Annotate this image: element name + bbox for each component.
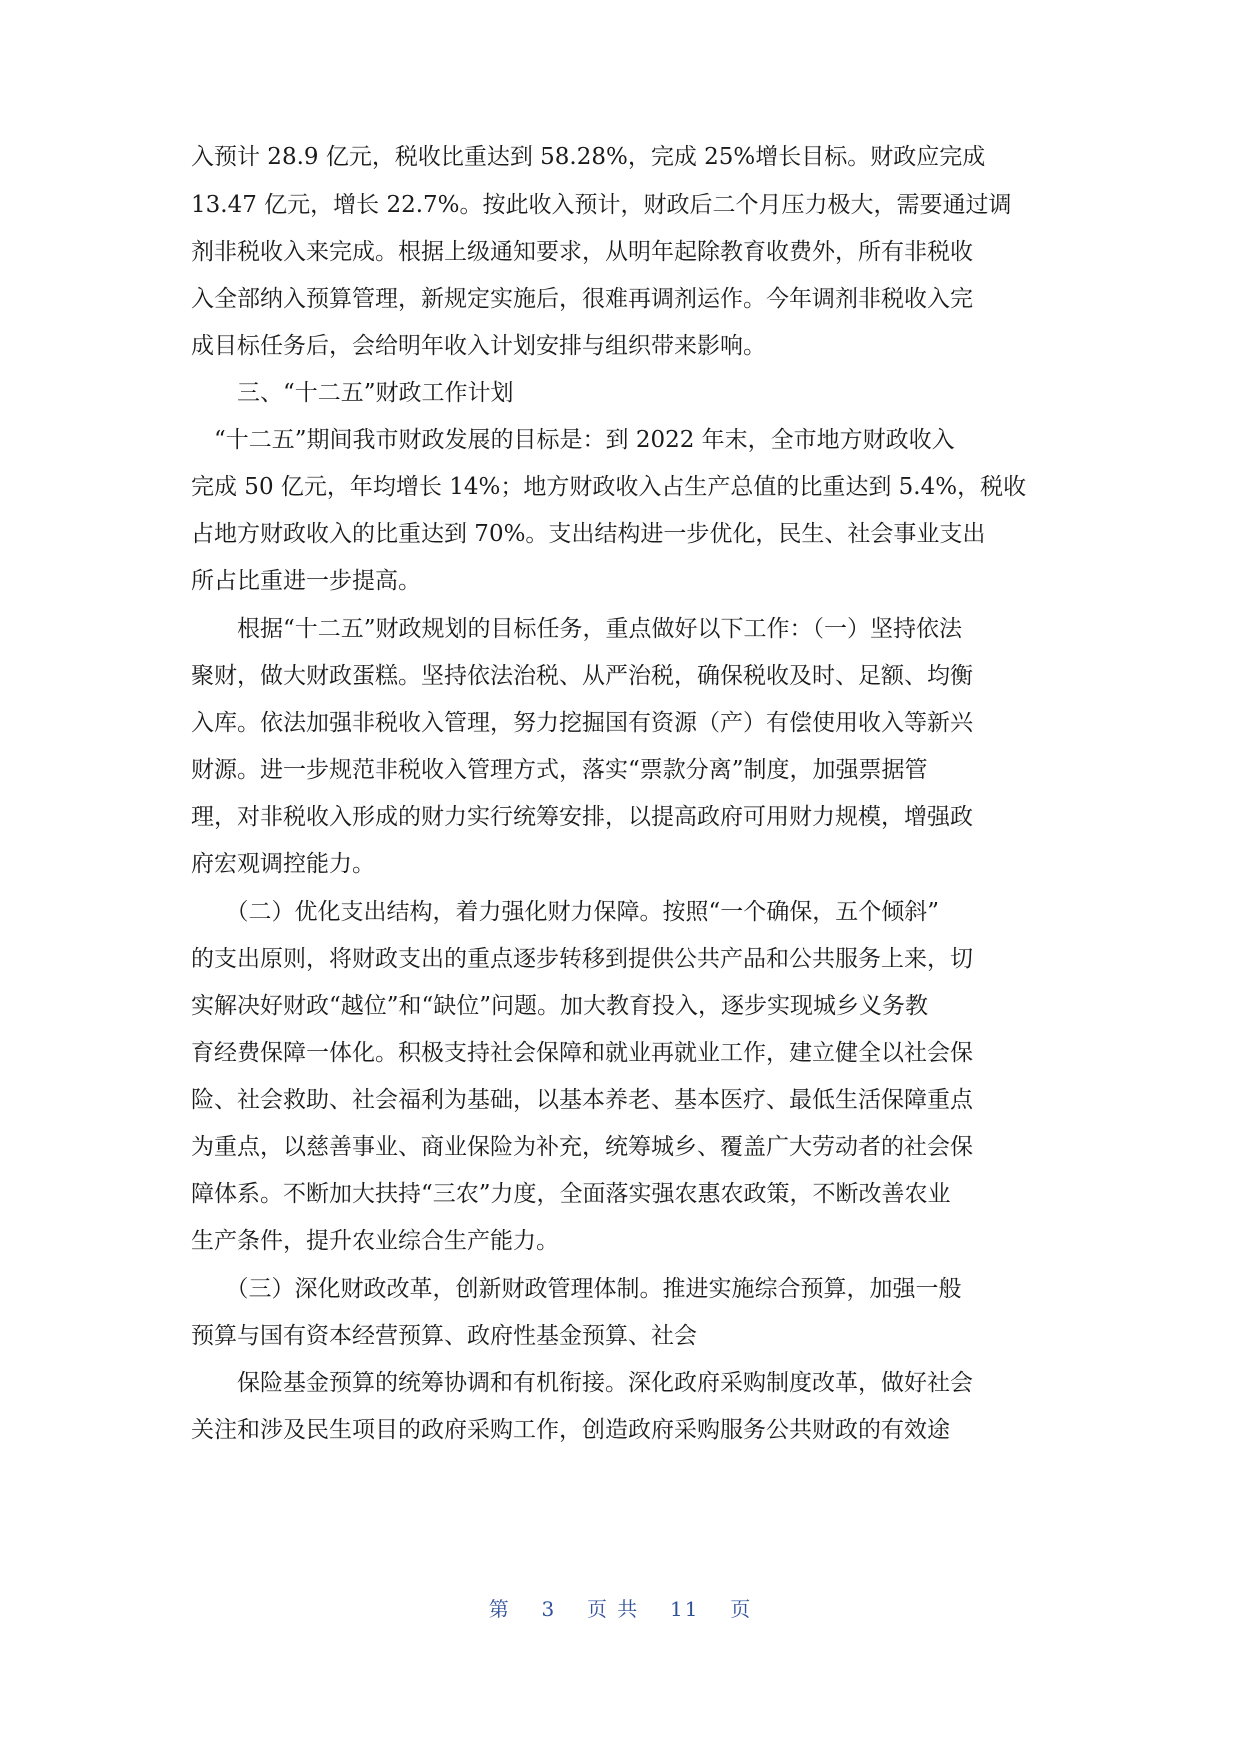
text-line: 入全部纳入预算管理，新规定实施后，很难再调剂运作。今年调剂非税收入完: [191, 286, 973, 312]
text-line: 关注和涉及民生项目的政府采购工作，创造政府采购服务公共财政的有效途: [191, 1417, 950, 1443]
text-line: 生产条件，提升农业综合生产能力。: [191, 1228, 559, 1254]
text-line: 所占比重进一步提高。: [191, 568, 421, 594]
text-line: 聚财，做大财政蛋糕。坚持依法治税、从严治税，确保税收及时、足额、均衡: [191, 663, 973, 689]
text-line: 完成 50 亿元，年均增长 14%；地方财政收入占生产总值的比重达到 5.4%，税收: [191, 474, 1027, 500]
text-line: 障体系。不断加大扶持“三农”力度，全面落实强农惠农政策，不断改善农业: [191, 1181, 951, 1207]
page-number-footer: [0, 1596, 1241, 1622]
text-line: 实解决好财政“越位”和“缺位”问题。加大教育投入，逐步实现城乡义务教: [191, 993, 929, 1019]
footer-middle: 页 共: [586, 1597, 640, 1621]
text-line: 13.47 亿元，增长 22.7%。按此收入预计，财政后二个月压力极大，需要通过调: [191, 192, 1012, 218]
text-line: 育经费保障一体化。积极支持社会保障和就业再就业工作，建立健全以社会保: [191, 1040, 973, 1066]
total-pages-number: 11: [670, 1597, 700, 1621]
text-line: 入预计 28.9 亿元，税收比重达到 58.28%，完成 25%增长目标。财政应完成: [191, 144, 986, 170]
text-line: 成目标任务后，会给明年收入计划安排与组织带来影响。: [191, 333, 766, 359]
text-line: 险、社会救助、社会福利为基础，以基本养老、基本医疗、最低生活保障重点: [191, 1087, 973, 1113]
current-page-number: 3: [541, 1597, 557, 1621]
text-line: （三）深化财政改革，创新财政管理体制。推进实施综合预算，加强一般: [191, 1276, 962, 1302]
text-line: 入库。依法加强非税收入管理，努力挖掘国有资源（产）有偿使用收入等新兴: [191, 710, 973, 736]
text-line: 占地方财政收入的比重达到 70%。支出结构进一步优化，民生、社会事业支出: [191, 521, 986, 547]
text-line: 的支出原则，将财政支出的重点逐步转移到提供公共产品和公共服务上来，切: [191, 946, 973, 972]
text-line: 理，对非税收入形成的财力实行统筹安排，以提高政府可用财力规模，增强政: [191, 804, 973, 830]
text-line: 保险基金预算的统筹协调和有机衔接。深化政府采购制度改革，做好社会: [191, 1370, 973, 1396]
text-line: 根据“十二五”财政规划的目标任务，重点做好以下工作：（一）坚持依法: [191, 616, 963, 642]
footer-prefix: 第: [488, 1597, 511, 1621]
section-heading: 三、“十二五”财政工作计划: [191, 380, 514, 406]
footer-suffix: 页: [730, 1597, 753, 1621]
text-line: 预算与国有资本经营预算、政府性基金预算、社会: [191, 1323, 697, 1349]
text-line: 为重点，以慈善事业、商业保险为补充，统筹城乡、覆盖广大劳动者的社会保: [191, 1134, 973, 1160]
text-line: （二）优化支出结构，着力强化财力保障。按照“一个确保，五个倾斜”: [191, 899, 940, 925]
text-line: “十二五”期间我市财政发展的目标是：到 2022 年末，全市地方财政收入: [191, 427, 955, 453]
text-line: 府宏观调控能力。: [191, 851, 375, 877]
text-line: 剂非税收入来完成。根据上级通知要求，从明年起除教育收费外，所有非税收: [191, 239, 973, 265]
text-line: 财源。进一步规范非税收入管理方式，落实“票款分离”制度，加强票据管: [191, 757, 928, 783]
